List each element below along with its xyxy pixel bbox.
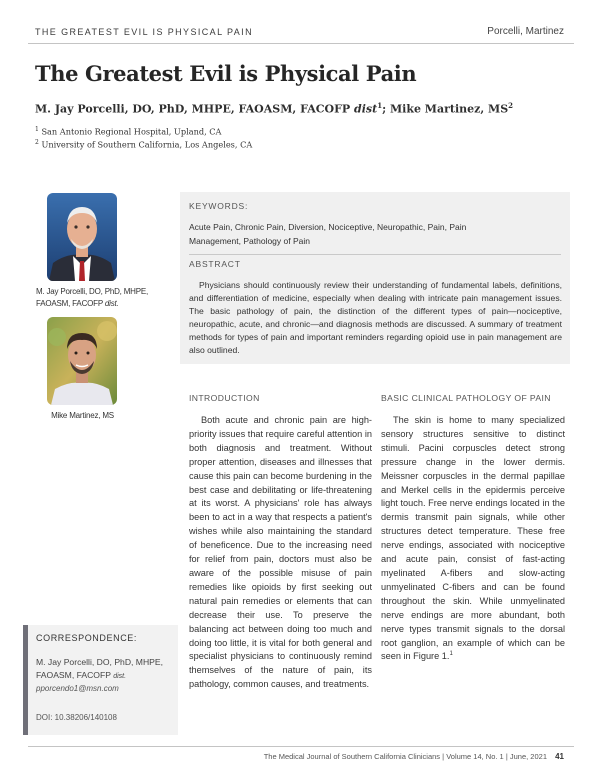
introduction-text: Both acute and chronic pain are high-priority issues that require careful attention in both diagnosis and treatment. Without proper attention, diseases and illnesses that cause this pain can become burdening in the best case and debilitating or life-threatening at its worst. A physicians' role has always been to act in a way that respects a patient's wishes while also maintaining the standard of beneficence. Due to the increasing need for relief from pain, doctors must also be aware of the possible misuse of pain remedies like opioids by first seeking out natural pain remedies or elements that can decrease their use. To preserve the balancing act between doing too much and doing too little, it is vital for both general and specialist physicians to continuously remind themselves of the nature of pain, its pathology, common causes, and treatments. bbox=[189, 415, 372, 690]
running-head bbox=[0, 0, 600, 46]
correspondence-box bbox=[23, 625, 178, 735]
article-title: The Greatest Evil is Physical Pain bbox=[35, 61, 417, 86]
author-photo-porcelli bbox=[47, 193, 117, 281]
correspondence-name bbox=[36, 656, 178, 683]
photo-caption-porcelli bbox=[36, 286, 156, 310]
abstract-text: Physicians should continuously review their understanding of fundamental labels, definitions, and differentiation of medicine, especially when dealing with intricate pain management issues. The basic pathology of pain, the distinction of the different types of pain—nociceptive, neuropathic, acute, and chronic—and diagnosis methods are discussed. A summary of treatment methods for types of pain and important reminders regarding opioid use in pain management are also outlined. bbox=[189, 280, 562, 355]
header-divider bbox=[28, 43, 574, 44]
running-head-title: THE GREATEST EVIL IS PHYSICAL PAIN bbox=[35, 27, 253, 37]
abstract-divider bbox=[189, 254, 561, 255]
affiliation-number: 2 bbox=[35, 139, 39, 146]
footer-separator: | bbox=[442, 752, 445, 761]
pathology-text-body: The skin is home to many specialized sensory structures sensitive to distinct stimuli. Pacini corpuscles detect strong pressure change in the lower dermis. Meissner corpuscles in the dermal papillae and Merkel cells in the epidermis perceive light touch. Free nerve endings located in the dermis transmit pain signals, while other structures detect temperature. These free nerve endings, associated with nociceptive and acute pain, consist of fast-acting myelinated A-fibers and slow-acting unmyelinated C-fibers and can be found throughout the skin. While unmyelinated nerve endings are more abundant, both nerve types transmit signals to the dorsal root ganglion, an example of which can be seen in Figure 1. bbox=[381, 415, 565, 662]
pathology-text bbox=[381, 414, 565, 664]
author-line bbox=[35, 101, 513, 116]
running-head-authors: Porcelli, Martinez bbox=[487, 26, 564, 37]
footer-divider bbox=[28, 746, 574, 747]
photo-caption-text: M. Jay Porcelli, DO, PhD, MHPE, FAOASM, FACOFP bbox=[36, 287, 149, 308]
correspondence-email[interactable]: pporcendo1@msn.com bbox=[36, 684, 119, 693]
photo-caption-martinez: Mike Martinez, MS bbox=[51, 411, 114, 420]
affiliation-number: 1 bbox=[35, 126, 39, 133]
introduction-heading: INTRODUCTION bbox=[189, 393, 260, 403]
author-2: Mike Martinez, MS bbox=[389, 102, 509, 116]
journal-volume: Volume 14, No. 1 bbox=[446, 752, 504, 761]
abstract-box bbox=[180, 192, 570, 364]
affiliation-text: San Antonio Regional Hospital, Upland, CA bbox=[41, 126, 222, 137]
author-1: M. Jay Porcelli, DO, PhD, MHPE, FAOASM, FACOFP bbox=[35, 102, 351, 116]
affiliation-2 bbox=[35, 139, 252, 150]
affiliation-1 bbox=[35, 126, 221, 137]
journal-date: June, 2021 bbox=[509, 752, 547, 761]
author-photo-martinez bbox=[47, 317, 117, 405]
doi: DOI: 10.38206/140108 bbox=[36, 713, 117, 722]
affiliation-text: University of Southern California, Los Angeles, CA bbox=[41, 139, 253, 150]
journal-name: The Medical Journal of Southern California Clinicians bbox=[263, 752, 441, 761]
correspondence-heading: CORRESPONDENCE: bbox=[36, 633, 138, 643]
author-2-affiliation-mark: 2 bbox=[508, 101, 514, 110]
author-separator: ; bbox=[382, 102, 387, 116]
abstract-label: ABSTRACT bbox=[189, 259, 241, 269]
footer-separator: | bbox=[505, 752, 508, 761]
correspondence-name-text: M. Jay Porcelli, DO, PhD, MHPE, FAOASM, FACOFP bbox=[36, 657, 164, 680]
keywords-text: Acute Pain, Chronic Pain, Diversion, Nociceptive, Neuropathic, Pain, Pain Management, Pathology of Pain bbox=[189, 222, 467, 246]
author-1-dist: dist bbox=[354, 102, 378, 116]
reference-mark: 1 bbox=[449, 651, 453, 658]
photo-caption-dist: dist. bbox=[104, 299, 119, 308]
author-1-affiliation-mark: 1 bbox=[377, 101, 383, 110]
correspondence-dist: dist. bbox=[113, 673, 127, 680]
pathology-heading: BASIC CLINICAL PATHOLOGY OF PAIN bbox=[381, 393, 551, 403]
page-number: 41 bbox=[555, 752, 564, 761]
page-footer bbox=[264, 752, 564, 761]
keywords-label: KEYWORDS: bbox=[189, 201, 249, 211]
